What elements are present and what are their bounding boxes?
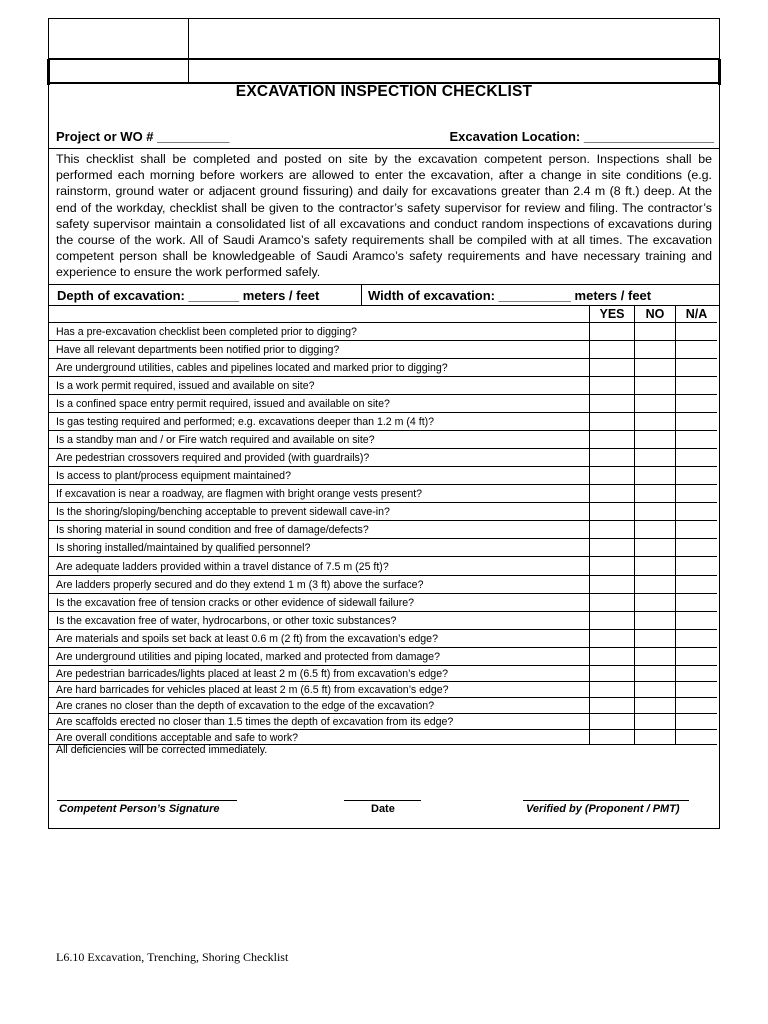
answer-cell-no[interactable]: [635, 485, 675, 502]
answer-cell-na[interactable]: [676, 612, 717, 629]
answer-cell-yes[interactable]: [590, 682, 634, 697]
answer-cell-yes[interactable]: [590, 485, 634, 502]
project-row: [56, 129, 714, 147]
answer-cell-na[interactable]: [676, 630, 717, 647]
verified-by-label: Verified by (Proponent / PMT): [526, 803, 680, 815]
answer-cell-yes[interactable]: [590, 359, 634, 376]
checklist-question: Are pedestrian crossovers required and provided (with guardrails)?: [56, 452, 370, 464]
answer-cell-yes[interactable]: [590, 377, 634, 394]
width-field[interactable]: Width of excavation: __________ meters / feet: [368, 288, 652, 303]
answer-cell-na[interactable]: [676, 431, 717, 448]
checklist-question: Is shoring material in sound condition and free of damage/defects?: [56, 524, 369, 536]
answer-cell-na[interactable]: [676, 714, 717, 729]
answer-cell-yes[interactable]: [590, 503, 634, 520]
checklist-question: Is access to plant/process equipment maintained?: [56, 470, 291, 482]
answer-cell-no[interactable]: [635, 594, 675, 611]
answer-cell-no[interactable]: [635, 612, 675, 629]
answer-cell-yes[interactable]: [590, 431, 634, 448]
answer-cell-yes[interactable]: [590, 449, 634, 466]
answer-cell-na[interactable]: [676, 698, 717, 713]
answer-cell-na[interactable]: [676, 359, 717, 376]
answer-cell-no[interactable]: [635, 666, 675, 681]
checklist-question: Are hard barricades for vehicles placed at least 2 m (6.5 ft) from excavation’s edge?: [56, 684, 449, 696]
answer-cell-no[interactable]: [635, 395, 675, 412]
checklist-question: Are scaffolds erected no closer than 1.5 times the depth of excavation from its edge?: [56, 716, 454, 728]
header-cell-left: [49, 60, 189, 82]
deficiencies-note: All deficiencies will be corrected immediately.: [56, 744, 268, 756]
answer-cell-na[interactable]: [676, 666, 717, 681]
answer-cell-na[interactable]: [676, 648, 717, 665]
answer-cell-no[interactable]: [635, 431, 675, 448]
answer-cell-yes[interactable]: [590, 630, 634, 647]
answer-cell-no[interactable]: [635, 539, 675, 556]
answer-cell-no[interactable]: [635, 341, 675, 358]
project-field[interactable]: Project or WO # __________: [56, 129, 230, 144]
answer-cell-na[interactable]: [676, 539, 717, 556]
answer-cell-na[interactable]: [676, 730, 717, 744]
answer-cell-yes[interactable]: [590, 594, 634, 611]
instructions-text: This checklist shall be completed and posted on site by the excavation competent person. Inspections shall be performed each morning before workers are allowed to enter the excavation, after a change in site conditions (e.g. rainstorm, ground water or adjacent ground fissuring) and daily for excavations greater than 2.4 m (8 ft.) deep. At the end of the workday, checklist shall be given to the contractor’s safety supervisor for review and filing. The contractor’s safety supervisor maintain a consolidated list of all excavations and conduct random inspections of excavations during the course of the work. All of Saudi Aramco’s safety requirements shall be compiled with at all times. The excavation competent person shall be knowledgeable of Saudi Aramco’s safety requirements and have necessary training and experience to ensure the work performed safely.: [56, 152, 712, 280]
answer-cell-yes[interactable]: [590, 612, 634, 629]
checklist-question: Is a work permit required, issued and available on site?: [56, 380, 315, 392]
checklist-question: Are underground utilities, cables and pipelines located and marked prior to digging?: [56, 362, 448, 374]
answer-cell-yes[interactable]: [590, 539, 634, 556]
answer-cell-na[interactable]: [676, 485, 717, 502]
answer-cell-no[interactable]: [635, 377, 675, 394]
location-field[interactable]: Excavation Location: __________________: [449, 129, 714, 144]
signature-line[interactable]: [57, 800, 237, 801]
answer-cell-na[interactable]: [676, 682, 717, 697]
answer-cell-no[interactable]: [635, 449, 675, 466]
column-header-yes: YES: [599, 307, 625, 321]
checklist-question: Are cranes no closer than the depth of excavation to the edge of the excavation?: [56, 700, 435, 712]
checklist-question: Is gas testing required and performed; e.g. excavations deeper than 1.2 m (4 ft)?: [56, 416, 435, 428]
checklist-question: Is a confined space entry permit required, issued and available on site?: [56, 398, 390, 410]
border-accent: [718, 59, 721, 85]
document-footer: L6.10 Excavation, Trenching, Shoring Checklist: [56, 950, 289, 964]
checklist-form: [48, 18, 720, 829]
verification-line[interactable]: [523, 800, 689, 801]
answer-cell-na[interactable]: [676, 594, 717, 611]
answer-cell-yes[interactable]: [590, 521, 634, 538]
header-cell-left: [49, 19, 189, 58]
answer-cell-yes[interactable]: [590, 730, 634, 744]
checklist-question: Is shoring installed/maintained by qualified personnel?: [56, 542, 311, 554]
checklist-question: Is the shoring/sloping/benching acceptable to prevent sidewall cave-in?: [56, 506, 390, 518]
answer-cell-yes[interactable]: [590, 666, 634, 681]
answer-cell-na[interactable]: [676, 449, 717, 466]
checklist-question: If excavation is near a roadway, are flagmen with bright orange vests present?: [56, 488, 423, 500]
answer-cell-no[interactable]: [635, 576, 675, 593]
answer-cell-na[interactable]: [676, 503, 717, 520]
checklist-question: Are overall conditions acceptable and safe to work?: [56, 731, 299, 744]
answer-cell-yes[interactable]: [590, 714, 634, 729]
header-cell-right: [189, 60, 719, 82]
answer-cell-yes[interactable]: [590, 698, 634, 713]
answer-cell-yes[interactable]: [590, 323, 634, 340]
divider: [49, 148, 719, 149]
answer-cell-no[interactable]: [635, 503, 675, 520]
column-header-no: NO: [645, 307, 665, 321]
answer-cell-no[interactable]: [635, 730, 675, 744]
answer-cell-no[interactable]: [635, 682, 675, 697]
answer-cell-yes[interactable]: [590, 576, 634, 593]
answer-cell-na[interactable]: [676, 521, 717, 538]
dimensions-row: [49, 285, 719, 305]
divider: [361, 285, 362, 305]
answer-cell-no[interactable]: [635, 413, 675, 430]
answer-cell-na[interactable]: [676, 341, 717, 358]
answer-cell-na[interactable]: [676, 413, 717, 430]
answer-cell-no[interactable]: [635, 359, 675, 376]
answer-cell-yes[interactable]: [590, 467, 634, 484]
checklist-question: Have all relevant departments been notified prior to digging?: [56, 344, 340, 356]
checklist-question: Are adequate ladders provided within a travel distance of 7.5 m (25 ft)?: [56, 560, 389, 573]
answer-cell-na[interactable]: [676, 323, 717, 340]
date-label: Date: [371, 803, 395, 815]
header-row-2: [49, 59, 719, 84]
answer-cell-na[interactable]: [676, 557, 717, 575]
checklist-question: Are ladders properly secured and do they extend 1 m (3 ft) above the surface?: [56, 579, 424, 591]
answer-cell-no[interactable]: [635, 698, 675, 713]
checklist-question: Is the excavation free of tension cracks or other evidence of sidewall failure?: [56, 597, 415, 609]
border-accent: [47, 59, 50, 85]
answer-cell-yes[interactable]: [590, 413, 634, 430]
form-title: EXCAVATION INSPECTION CHECKLIST: [235, 83, 533, 100]
answer-cell-no[interactable]: [635, 467, 675, 484]
answer-cell-yes[interactable]: [590, 648, 634, 665]
answer-cell-yes[interactable]: [590, 341, 634, 358]
answer-cell-no[interactable]: [635, 557, 675, 575]
answer-cell-na[interactable]: [676, 377, 717, 394]
answer-cell-na[interactable]: [676, 395, 717, 412]
answer-cell-no[interactable]: [635, 521, 675, 538]
checklist-question: Has a pre-excavation checklist been completed prior to digging?: [56, 326, 357, 338]
answer-cell-na[interactable]: [676, 576, 717, 593]
competent-signature-label: Competent Person’s Signature: [59, 803, 220, 815]
depth-field[interactable]: Depth of excavation: _______ meters / feet: [57, 288, 320, 303]
checklist-question: Is the excavation free of water, hydrocarbons, or other toxic substances?: [56, 615, 397, 627]
answer-cell-no[interactable]: [635, 323, 675, 340]
checklist-question: Are pedestrian barricades/lights placed at least 2 m (6.5 ft) from excavation’s edge?: [56, 668, 448, 680]
header-cell-right: [189, 19, 719, 58]
answer-cell-na[interactable]: [676, 467, 717, 484]
answer-cell-yes[interactable]: [590, 557, 634, 575]
date-line[interactable]: [344, 800, 421, 801]
header-row-1: [49, 19, 719, 59]
checklist-question: Are underground utilities and piping located, marked and protected from damage?: [56, 651, 440, 663]
column-header-na: N/A: [685, 307, 708, 321]
answer-cell-no[interactable]: [635, 630, 675, 647]
answer-cell-no[interactable]: [635, 714, 675, 729]
checklist-question: Is a standby man and / or Fire watch required and available on site?: [56, 434, 375, 446]
checklist-question: Are materials and spoils set back at least 0.6 m (2 ft) from the excavation’s edge?: [56, 633, 438, 645]
answer-cell-yes[interactable]: [590, 395, 634, 412]
answer-cell-no[interactable]: [635, 648, 675, 665]
